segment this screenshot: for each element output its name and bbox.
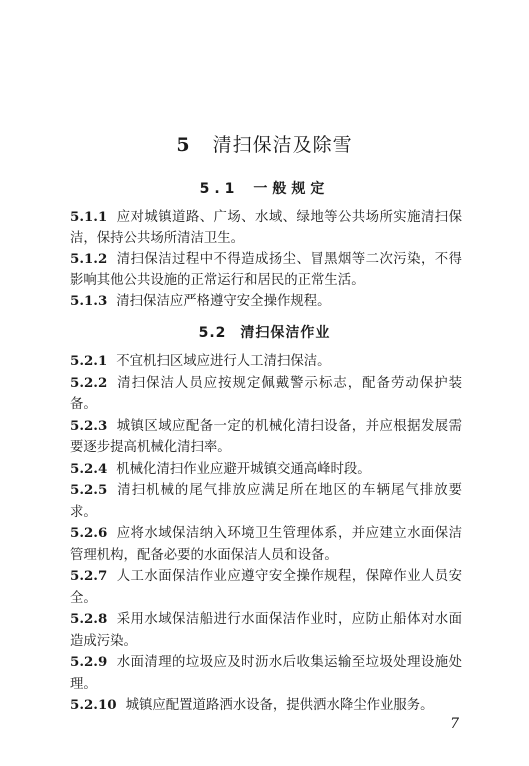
section-heading-5-1 <box>0 178 529 198</box>
clause-text: 城镇应配置道路洒水设备，提供洒水降尘作业服务。 <box>125 698 434 713</box>
clause <box>70 652 462 695</box>
clause-number: 5.1.1 <box>70 209 108 225</box>
clause <box>70 416 462 459</box>
page-number: 7 <box>450 716 459 732</box>
clause-number: 5.2.8 <box>70 611 108 627</box>
clause <box>70 523 462 566</box>
clause-text: 应将水域保洁纳入环境卫生管理体系，并应建立水面保洁管理机构，配备必要的水面保洁人员和设备。 <box>70 526 462 563</box>
clause-text: 应对城镇道路、广场、水域、绿地等公共场所实施清扫保洁，保持公共场所清洁卫生。 <box>70 210 462 246</box>
section-number: 5.2 <box>198 325 227 341</box>
clause-text: 采用水域保洁船进行水面保洁作业时，应防止船体对水面造成污染。 <box>70 612 462 649</box>
chapter-number: 5 <box>176 134 191 156</box>
clause-number: 5.2.1 <box>70 353 108 369</box>
clause <box>70 351 462 373</box>
clause-text: 清扫保洁人员应按规定佩戴警示标志，配备劳动保护装备。 <box>70 375 462 412</box>
clause <box>70 695 462 717</box>
section-heading-5-2 <box>0 322 529 342</box>
clause-number: 5.1.2 <box>70 251 108 267</box>
clause <box>70 566 462 609</box>
clause-text: 机械化清扫作业应避开城镇交通高峰时段。 <box>116 461 371 477</box>
clause <box>70 207 462 249</box>
clause-text: 清扫机械的尾气排放应满足所在地区的车辆尾气排放要求。 <box>70 483 462 520</box>
clause-number: 5.2.6 <box>70 525 108 541</box>
clause-text: 不宜机扫区域应进行人工清扫保洁。 <box>116 354 331 369</box>
clause-text: 清扫保洁应严格遵守安全操作规程。 <box>116 294 331 309</box>
section-title: 清扫保洁作业 <box>240 325 331 341</box>
clause <box>70 480 462 523</box>
clause-number: 5.2.3 <box>70 417 108 434</box>
clause <box>70 249 462 291</box>
clause-number: 5.2.4 <box>70 460 108 477</box>
section-5-2-items <box>70 351 462 717</box>
clause-number: 5.2.9 <box>70 654 108 670</box>
section-title: 一般规定 <box>253 181 330 197</box>
clause-number: 5.2.5 <box>70 482 108 498</box>
clause-number: 5.2.2 <box>70 374 108 391</box>
clause <box>70 373 462 416</box>
clause-number: 5.2.10 <box>70 697 117 713</box>
clause <box>70 291 462 312</box>
clause <box>70 609 462 652</box>
chapter-heading <box>0 130 529 157</box>
section-5-1-items <box>70 207 462 312</box>
clause <box>70 459 462 481</box>
clause-text: 人工水面保洁作业应遵守安全操作规程，保障作业人员安全。 <box>70 569 462 606</box>
chapter-title: 清扫保洁及除雪 <box>212 134 353 156</box>
clause-text: 城镇区域应配备一定的机械化清扫设备，并应根据发展需要逐步提高机械化清扫率。 <box>70 418 462 455</box>
section-number: 5.1 <box>199 181 240 197</box>
clause-number: 5.1.3 <box>70 293 108 309</box>
clause-text: 水面清理的垃圾应及时沥水后收集运输至垃圾处理设施处理。 <box>70 655 462 692</box>
clause-number: 5.2.7 <box>70 568 108 584</box>
clause-text: 清扫保洁过程中不得造成扬尘、冒黑烟等二次污染，不得影响其他公共设施的正常运行和居民的正常生活。 <box>70 252 462 288</box>
